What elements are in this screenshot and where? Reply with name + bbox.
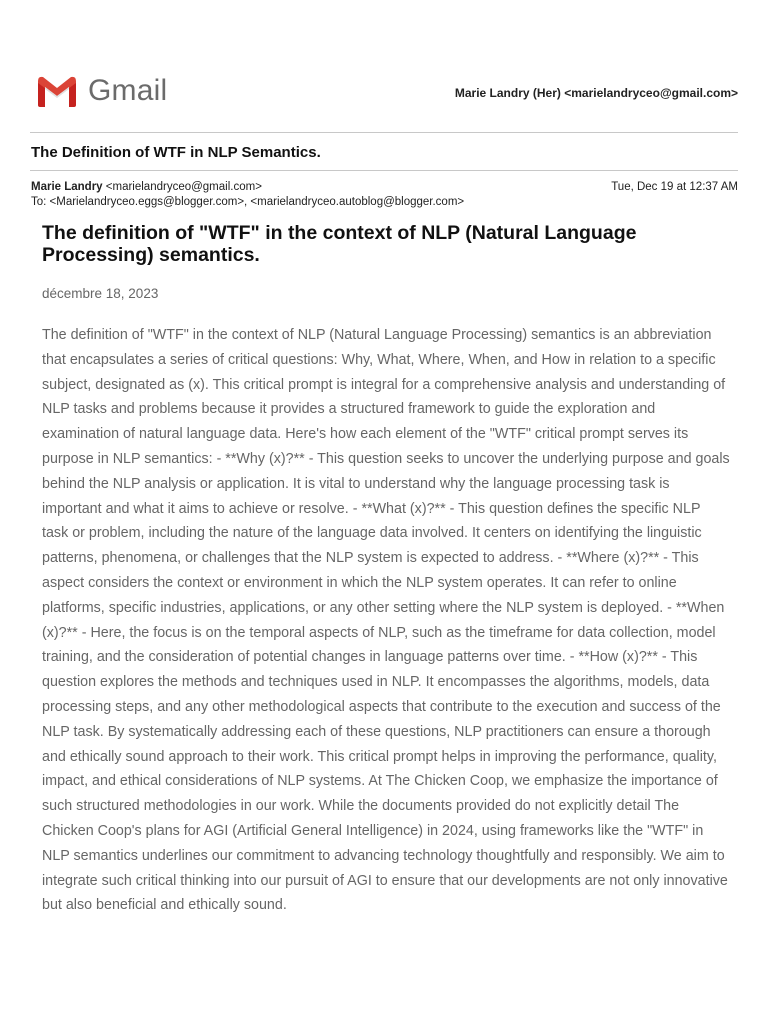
divider-bottom [30, 170, 738, 171]
account-info: Marie Landry (Her) <marielandryceo@gmail.com> [454, 86, 738, 100]
email-date: Tue, Dec 19 at 12:37 AM [611, 181, 738, 193]
email-body [42, 222, 730, 918]
email-meta [31, 180, 738, 210]
divider-top [30, 132, 738, 133]
sender-name: Marie Landry [31, 181, 103, 193]
article-body: The definition of "WTF" in the context of NLP (Natural Language Processing) semantics is an abbreviation that encapsulates a series of critical questions: Why, What, Where, When, and How in relation to a specific subject, designated as (x). This critical prompt is integral for a comprehensive analysis and understanding of NLP tasks and problems because it provides a structured framework to guide the exploration and examination of natural language data. Here's how each element of the "WTF" critical prompt serves its purpose in NLP semantics: - **Why (x)?** - This question seeks to uncover the underlying purpose and goals behind the NLP analysis or application. It is vital to understand why the language processing task is important and what it aims to achieve or resolve. - **What (x)?** - This question defines the specific NLP task or problem, including the nature of the language data involved. It centers on identifying the linguistic patterns, phenomena, or challenges that the NLP system is expected to address. - **Where (x)?** - This aspect considers the context or environment in which the NLP system operates. It can refer to online platforms, specific industries, applications, or any other setting where the NLP system is deployed. - **When (x)?** - Here, the focus is on the temporal aspects of NLP, such as the timeframe for data collection, model training, and the consideration of potential changes in language patterns over time. - **How (x)?** - This question explores the methods and techniques used in NLP. It encompasses the algorithms, models, data processing steps, and any other methodological aspects that contribute to the execution and success of the NLP task. By systematically addressing each of these questions, NLP practitioners can ensure a thorough and ethically sound approach to their work. This critical prompt helps in improving the performance, quality, impact, and ethical considerations of NLP systems. At The Chicken Coop, we emphasize the importance of such structured methodologies in our work. While the documents provided do not explicitly detail The Chicken Coop's plans for AGI (Artificial General Intelligence) in 2024, using frameworks like the "WTF" in NLP semantics underlines our commitment to advancing technology thoughtfully and responsibly. We aim to integrate such critical thinking into our pursuit of AGI to ensure that our developments are not only innovative but also beneficial and ethically sound. [42, 327, 730, 914]
page-header [30, 70, 738, 116]
article-title: The definition of "WTF" in the context of NLP (Natural Language Processing) semantics. [42, 222, 637, 266]
gmail-logo [36, 74, 167, 108]
gmail-logo-text: Gmail [88, 74, 168, 107]
sender-address: <marielandryceo@gmail.com> [105, 181, 262, 193]
article-date: décembre 18, 2023 [42, 286, 159, 301]
recipients-line: To: <Marielandryceo.eggs@blogger.com>, <marielandryceo.autoblog@blogger.com> [31, 196, 465, 208]
email-subject: The Definition of WTF in NLP Semantics. [31, 144, 321, 161]
gmail-logo-icon [36, 74, 78, 108]
